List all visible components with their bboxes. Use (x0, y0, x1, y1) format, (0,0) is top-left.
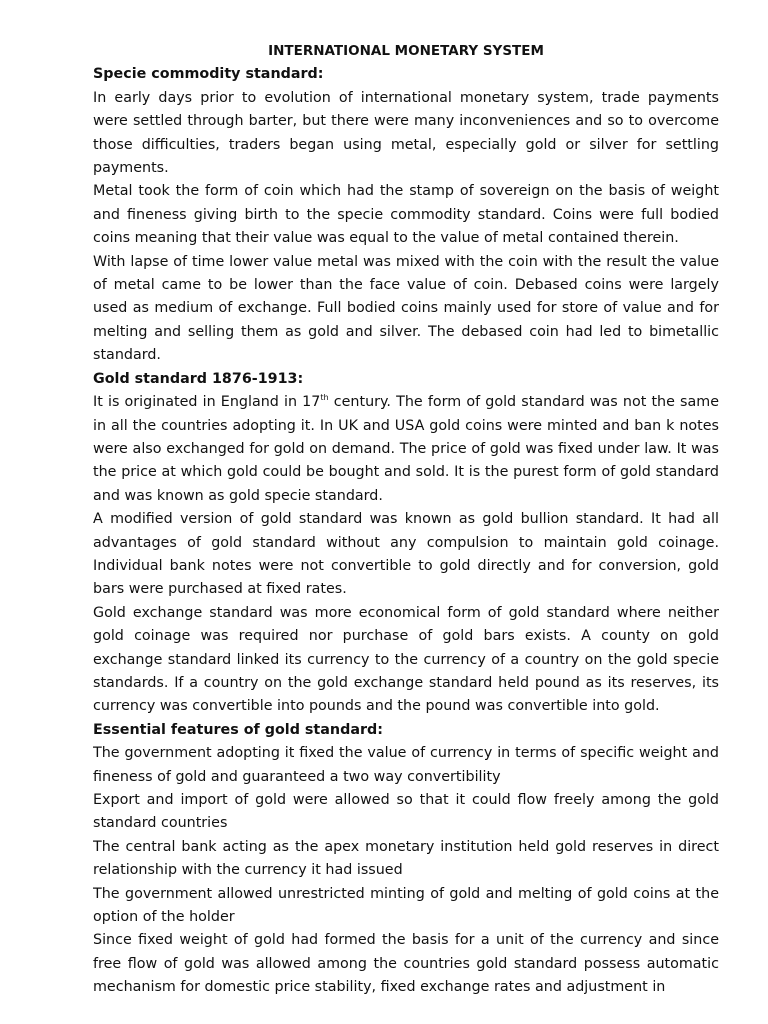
paragraph-gold-1-rest: century. The form of gold standard was not the same in all the countries adopting it. In UK and USA gold coins were minted and ban k notes were also exchanged for gold on demand. The price of gold was fixed under law. It was the price at which gold could be bought and sold. It is the purest form of gold standard and was known as gold specie standard. (93, 394, 719, 504)
paragraph-feature-2: Export and import of gold were allowed so that it could flow freely among the gold standard countries (93, 792, 719, 832)
heading-essential-features: Essential features of gold standard: (93, 721, 383, 738)
paragraph-gold-1 (93, 391, 719, 508)
paragraph-feature-3: The central bank acting as the apex monetary institution held gold reserves in direct relationship with the currency it had issued (93, 838, 719, 879)
heading-specie-commodity-standard: Specie commodity standard: (93, 66, 324, 83)
paragraph-specie-3: With lapse of time lower value metal was mixed with the coin with the result the value of metal came to be lower than the face value of coin. Debased coins were largely used as medium of exchange. Full bodied coins mainly used for store of value and for melting and selling them as gold and silver. The debased coin had led to bimetallic standard. (93, 253, 719, 364)
ordinal-superscript: th (320, 393, 329, 403)
paragraph-specie-1: In early days prior to evolution of international monetary system, trade payments were settled through barter, but there were many inconveniences and so to overcome those difficulties, traders began using metal, especially gold or silver for settling payments. (93, 89, 719, 177)
paragraph-feature-5: Since fixed weight of gold had formed the basis for a unit of the currency and since free flow of gold was allowed among the countries gold standard possess automatic mechanism for domestic price stability, fixed exchange rates and adjustment in (93, 932, 719, 996)
paragraph-gold-2: A modified version of gold standard was known as gold bullion standard. It had all advantages of gold standard without any compulsion to maintain gold coinage. Individual bank notes were not convertible to gold directly and for conversion, gold bars were purchased at fixed rates. (93, 511, 719, 598)
paragraph-gold-3: Gold exchange standard was more economical form of gold standard where neither gold coinage was required nor purchase of gold bars exists. A county on gold exchange standard linked its currency to the currency of a country on the gold specie standards. If a country on the gold exchange standard held pound as its reserves, its currency was convertible into pounds and the pound was convertible into gold. (93, 604, 719, 715)
paragraph-specie-2: Metal took the form of coin which had the stamp of sovereign on the basis of weight and fineness giving birth to the specie commodity standard. Coins were full bodied coins meaning that their value was equal to the value of metal contained therein. (93, 183, 719, 247)
paragraph-gold-1-start: It is originated in England in 17 (93, 394, 321, 411)
heading-gold-standard: Gold standard 1876-1913: (93, 370, 304, 387)
document-title: INTERNATIONAL MONETARY SYSTEM (268, 43, 544, 59)
paragraph-feature-1: The government adopting it fixed the value of currency in terms of specific weight and fineness of gold and guaranteed a two way convertibility (93, 745, 719, 785)
document-page (93, 40, 719, 1024)
paragraph-feature-4: The government allowed unrestricted minting of gold and melting of gold coins at the option of the holder (93, 885, 719, 926)
